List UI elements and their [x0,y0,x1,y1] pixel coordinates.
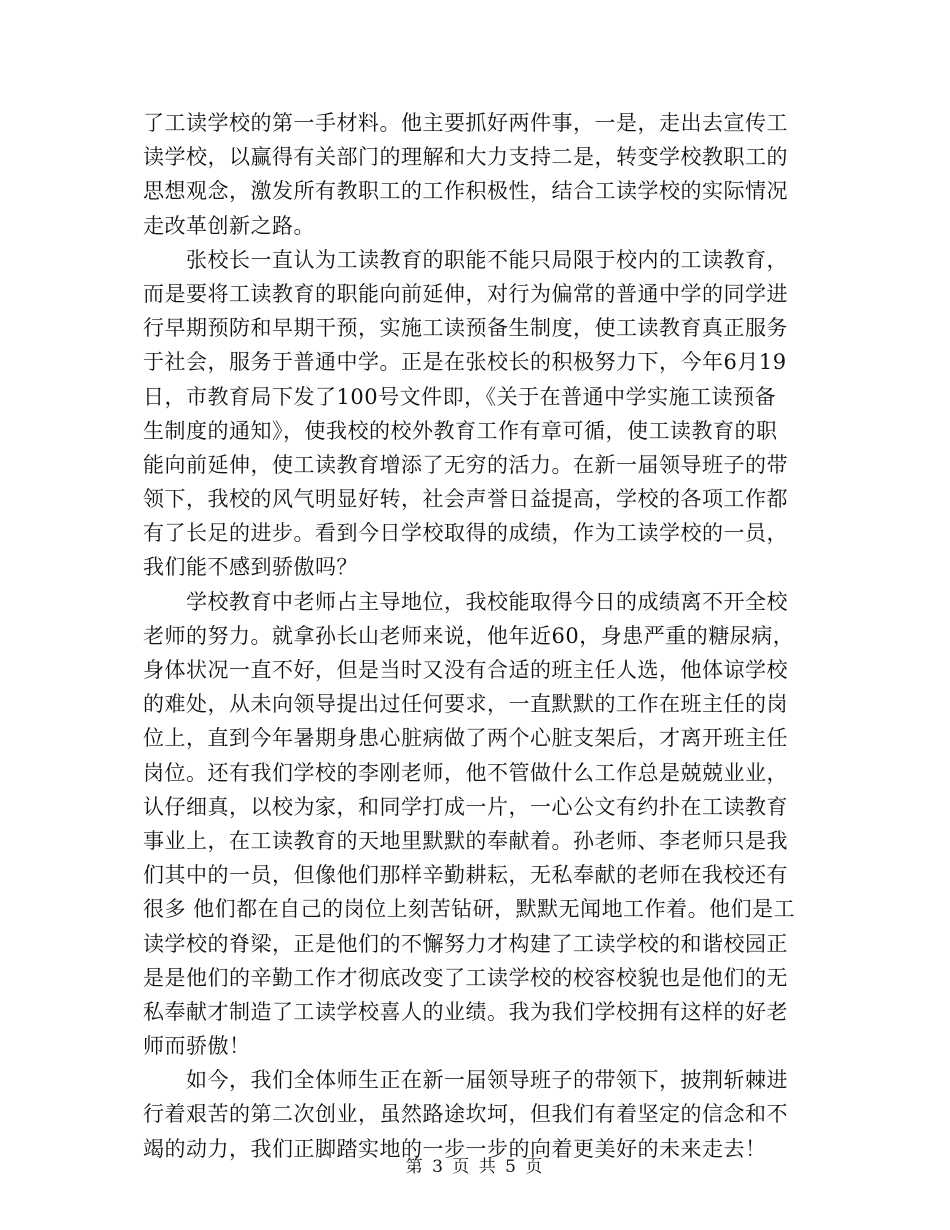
text-line: 事业上，在工读教育的天地里默默的奉献着。孙老师、李老师只是我 [143,828,788,853]
text-line: 位上，直到今年暑期身患心脏病做了两个心脏支架后，才离开班主任 [143,726,788,751]
text-line: 日，市教育局下发了100号文件即，《关于在普通中学实施工读预备 [143,384,777,409]
text-line: 如今，我们全体师生正在新一届领导班子的带领下，披荆斩棘进 [143,1068,788,1093]
text-line: 有了长足的进步。看到今日学校取得的成绩，作为工读学校的一员， [143,521,788,546]
text-line: 是是他们的辛勤工作才彻底改变了工读学校的校容校貌也是他们的无 [143,965,788,990]
text-line: 领下，我校的风气明显好转，社会声誉日益提高，学校的各项工作都 [143,487,788,512]
text-line: 张校长一直认为工读教育的职能不能只局限于校内的工读教育， [143,247,788,272]
text-line: 身体状况一直不好，但是当时又没有合适的班主任人选，他体谅学校 [143,658,788,682]
document-body [143,106,803,1166]
text-line: 认仔细真，以校为家，和同学打成一片，一心公文有约扑在工读教育 [143,794,788,819]
text-line: 读学校，以赢得有关部门的理解和大力支持二是，转变学校教职工的 [143,145,788,170]
text-line: 很多 他们都在自己的岗位上刻苦钻研，默默无闻地工作着。他们是工 [143,897,796,922]
text-line: 走改革创新之路。 [143,213,315,238]
text-line: 而是要将工读教育的职能向前延伸，对行为偏常的普通中学的同学进 [143,281,788,306]
text-line: 思想观念，激发所有教职工的工作积极性，结合工读学校的实际情况 [143,179,788,204]
text-line: 师而骄傲！ [143,1034,251,1059]
text-line: 我们能不感到骄傲吗？ [143,555,358,580]
text-line: 们其中的一员，但像他们那样辛勤耕耘，无私奉献的老师在我校还有 [143,863,788,888]
text-line: 了工读学校的第一手材料。他主要抓好两件事，一是，走出去宣传工 [143,111,788,135]
text-line: 生制度的通知》，使我校的校外教育工作有章可循，使工读教育的职 [143,418,778,443]
page-number-footer: 第 3 页 共 5 页 [405,1157,545,1177]
text-line: 学校教育中老师占主导地位，我校能取得今日的成绩离不开全校 [143,589,788,614]
text-line: 于社会，服务于普通中学。正是在张校长的积极努力下，今年6月19 [143,350,787,375]
text-line: 的难处，从未向领导提出过任何要求，一直默默的工作在班主任的岗 [143,692,788,717]
text-line: 能向前延伸，使工读教育增添了无穷的活力。在新一届领导班子的带 [143,452,788,477]
text-line: 岗位。还有我们学校的李刚老师，他不管做什么工作总是兢兢业业， [143,760,788,785]
text-line: 私奉献才制造了工读学校喜人的业绩。我为我们学校拥有这样的好老 [143,999,788,1024]
text-line: 老师的努力。就拿孙长山老师来说，他年近60，身患严重的糖尿病， [143,623,795,648]
text-line: 读学校的脊梁，正是他们的不懈努力才构建了工读学校的和谐校园正 [143,931,788,956]
text-line: 行着艰苦的第二次创业，虽然路途坎坷，但我们有着坚定的信念和不 [143,1102,788,1127]
text-line: 竭的动力，我们正脚踏实地的一步一步的向着更美好的未来走去！ [143,1136,767,1161]
text-line: 行早期预防和早期干预，实施工读预备生制度，使工读教育真正服务 [143,316,788,341]
